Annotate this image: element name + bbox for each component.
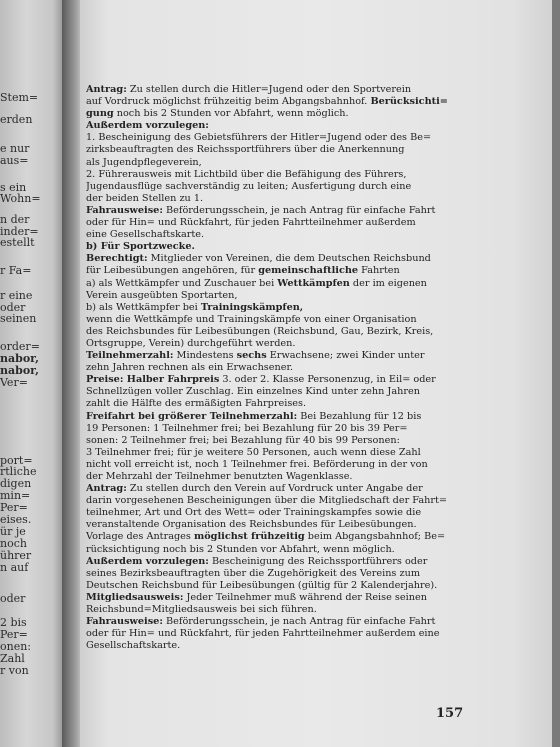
text-line [86, 459, 458, 471]
text-line [86, 205, 458, 217]
text-run: 2. Führerausweis mit Lichtbild über die Befähigung des Führers, [86, 168, 407, 180]
left-page-fragment: oder [0, 593, 26, 605]
text-line [86, 302, 458, 314]
text-line [86, 193, 458, 205]
text-line [86, 531, 458, 543]
text-line [86, 84, 458, 96]
text-run: nicht voll erreicht ist, noch 1 Teilnehmer frei. Beförderung in der von [86, 458, 428, 470]
left-page-fragment: r eine [0, 290, 33, 302]
text-line [86, 96, 458, 108]
bold-text: gemeinschaftliche [258, 265, 359, 277]
left-page-fragment: Per= [0, 629, 28, 641]
left-page-fragment: n der [0, 214, 30, 226]
text-line [86, 556, 458, 568]
text-run: Jugendausflüge sachverständig zu leiten; Ausfertigung durch eine [86, 180, 412, 192]
text-line [86, 519, 458, 531]
text-run: zahlt die Hälfte des ermäßigten Fahrpreises. [86, 398, 307, 410]
text-line [86, 483, 458, 495]
text-line [86, 423, 458, 435]
text-run: Beförderungsschein, je nach Antrag für einfache Fahrt [162, 616, 436, 628]
text-run: der im eigenen [349, 277, 427, 289]
text-run: der beiden Stellen zu 1. [86, 192, 204, 204]
bold-text: Außerdem vorzulegen: [86, 555, 209, 567]
text-line [86, 144, 458, 156]
left-page-fragment: aus= [0, 155, 29, 167]
text-run: Vorlage des Antrages [86, 531, 194, 543]
left-page-fragment: digen [0, 478, 32, 490]
text-run: Gesellschaftskarte. [86, 640, 181, 652]
bold-text: Berücksichti= [370, 96, 448, 108]
text-line [86, 471, 458, 483]
bold-text: Mitgliedsausweis: [86, 591, 184, 603]
text-line [86, 350, 458, 362]
bold-text: Außerdem vorzulegen: [86, 120, 209, 132]
text-line [86, 290, 458, 302]
text-line [86, 326, 458, 338]
text-run: Ortsgruppe, Verein) durchgeführt werden. [86, 337, 296, 349]
left-page-fragment: seinen [0, 313, 37, 325]
text-run: rücksichtigung noch bis 2 Stunden vor Abfahrt, wenn möglich. [86, 543, 395, 555]
text-run: b) als Wettkämpfer bei [86, 301, 201, 313]
bold-text: Fahrausweise: [86, 616, 163, 628]
text-run: 3 Teilnehmer frei; für je weitere 50 Personen, auch wenn diese Zahl [86, 446, 421, 458]
text-run: zirksbeauftragten des Reichssportführers über die Anerkennung [86, 144, 405, 156]
left-page-fragment: nabor, [0, 365, 39, 377]
left-page-fragment: r Fa= [0, 265, 32, 277]
page-number: 157 [436, 706, 464, 721]
left-page-fragment: Stem= [0, 92, 39, 104]
text-line [86, 435, 458, 447]
text-run: der Mehrzahl der Teilnehmer benutzten Wagenklasse. [86, 471, 353, 482]
text-line [86, 580, 458, 592]
text-line [86, 169, 458, 181]
left-page-fragment: oder [0, 302, 26, 314]
text-line [86, 181, 458, 193]
left-page-fragment: order= [0, 341, 40, 353]
text-line [86, 157, 458, 169]
left-page-fragment: ührer [0, 550, 32, 562]
text-run: Bescheinigung des Reichssportführers oder [208, 555, 428, 567]
text-line [86, 386, 458, 398]
text-run: noch bis 2 Stunden vor Abfahrt, wenn möglich. [113, 108, 349, 120]
bold-text: Antrag: [86, 84, 127, 95]
text-run: Fahrten [358, 265, 400, 277]
bold-text: sechs [236, 350, 267, 362]
text-run: oder für Hin= und Rückfahrt, für jeden Fahrtteilnehmer außerdem [86, 217, 416, 229]
text-line [86, 374, 458, 386]
text-line [86, 495, 458, 507]
text-line [86, 278, 458, 290]
bold-text: Freifahrt bei größerer Teilnehmerzahl: [86, 410, 298, 422]
text-run: Jeder Teilnehmer muß während der Reise seinen [183, 591, 427, 603]
left-page-fragment: rtliche [0, 466, 37, 478]
text-run: Mitglieder von Vereinen, die dem Deutschen Reichsbund [147, 253, 431, 265]
text-line [86, 640, 458, 652]
left-page-fragment: n auf [0, 562, 29, 574]
text-run: 1. Bescheinigung des Gebietsführers der Hitler=Jugend oder des Be= [86, 132, 432, 144]
text-line [86, 229, 458, 241]
text-run: als Jugendpflegeverein, [86, 156, 202, 168]
text-line [86, 544, 458, 556]
text-line [86, 411, 458, 423]
text-run: wenn die Wettkämpfe und Trainingskämpfe von einer Organisation [86, 313, 417, 325]
text-run: Reichsbund=Mitgliedsausweis bei sich führen. [86, 604, 317, 616]
text-run: teilnehmer, Art und Ort des Wett= oder Trainingskampfes sowie die [86, 507, 422, 519]
text-line [86, 253, 458, 265]
bold-text: Teilnehmerzahl: [86, 350, 174, 362]
left-page-fragment: Wohn= [0, 193, 41, 205]
text-line [86, 108, 458, 120]
left-page-fragment: estellt [0, 237, 35, 249]
text-run: Verein ausgeübten Sportarten, [86, 289, 238, 301]
bold-text: Trainingskämpfen, [200, 301, 304, 313]
left-page-fragment: 2 bis [0, 617, 27, 629]
text-line [86, 568, 458, 580]
bold-text: Antrag: [86, 483, 127, 495]
bold-text: Fahrausweise: [86, 204, 163, 216]
left-page-fragment: nabor, [0, 353, 39, 365]
bold-text: b) Für Sportzwecke. [86, 241, 195, 253]
text-run: zehn Jahren rechnen als ein Erwachsener. [86, 362, 294, 374]
bold-text: möglichst frühzeitig [193, 531, 305, 543]
text-run: 19 Personen: 1 Teilnehmer frei; bei Bezahlung für 20 bis 39 Per= [86, 422, 408, 434]
left-page-fragment: ür je [0, 526, 26, 538]
text-run: eine Gesellschaftskarte. [86, 229, 205, 241]
text-run: darin vorgesehenen Bescheinigungen über die Mitgliedschaft der Fahrt= [86, 495, 448, 507]
text-run: beim Abgangsbahnhof; Be= [304, 531, 446, 543]
text-run: oder für Hin= und Rückfahrt, für jeden Fahrtteilnehmer außerdem eine [86, 628, 440, 640]
left-page [0, 0, 66, 747]
bold-text: Preise: Halber Fahrpreis [86, 374, 220, 386]
text-run: Zu stellen durch die Hitler=Jugend oder den Sportverein [126, 84, 412, 95]
bold-text: Berechtigt: [86, 253, 148, 265]
text-line [86, 132, 458, 144]
text-run: des Reichsbundes für Leibesübungen (Reichsbund, Gau, Bezirk, Kreis, [86, 325, 434, 337]
text-line [86, 120, 458, 132]
text-run: Beförderungsschein, je nach Antrag für einfache Fahrt [162, 204, 436, 216]
text-run: 3. oder 2. Klasse Personenzug, in Eil= oder [219, 374, 436, 386]
text-line [86, 265, 458, 277]
text-line [86, 507, 458, 519]
text-run: Bei Bezahlung für 12 bis [297, 410, 422, 422]
left-page-fragment: min= [0, 490, 31, 502]
page-text [86, 84, 458, 652]
left-page-fragment: inder= [0, 226, 39, 238]
text-line [86, 314, 458, 326]
text-run: a) als Wettkämpfer und Zuschauer bei [86, 277, 278, 289]
left-page-fragment: port= [0, 455, 33, 467]
left-page-fragment: erden [0, 114, 33, 126]
left-page-fragment: Per= [0, 502, 28, 514]
text-line [86, 628, 458, 640]
text-line [86, 241, 458, 253]
left-page-fragment: onen: [0, 641, 32, 653]
text-run: sonen: 2 Teilnehmer frei; bei Bezahlung für 40 bis 99 Personen: [86, 434, 400, 446]
text-run: Zu stellen durch den Verein auf Vordruck unter Angabe der [126, 483, 423, 495]
left-page-fragment: Zahl [0, 653, 25, 665]
text-line [86, 338, 458, 350]
text-run: Erwachsene; zwei Kinder unter [266, 350, 425, 362]
text-run: veranstaltende Organisation des Reichsbundes für Leibesübungen. [86, 519, 417, 531]
text-line [86, 447, 458, 459]
left-page-fragment: s ein [0, 182, 27, 194]
text-run: Schnellzügen voller Zuschlag. Ein einzelnes Kind unter zehn Jahren [86, 386, 420, 398]
text-run: seines Bezirksbeauftragten über die Zugehörigkeit des Vereins zum [86, 567, 421, 579]
left-page-fragment: noch [0, 538, 27, 550]
text-run: auf Vordruck möglichst frühzeitig beim Abgangsbahnhof. [86, 96, 371, 108]
left-page-fragment: r von [0, 665, 29, 677]
text-line [86, 604, 458, 616]
page-edge [552, 0, 560, 747]
left-page-fragment: e nur [0, 143, 30, 155]
bold-text: gung [86, 108, 114, 120]
text-run: Deutschen Reichsbund für Leibesübungen (gültig für 2 Kalenderjahre). [86, 579, 438, 591]
left-page-fragment: Ver= [0, 377, 28, 389]
text-line [86, 616, 458, 628]
text-run: Mindestens [173, 350, 237, 362]
text-line [86, 217, 458, 229]
text-line [86, 362, 458, 374]
bold-text: Wettkämpfen [277, 277, 350, 289]
text-run: für Leibesübungen angehören, für [86, 265, 259, 277]
left-page-fragment: eises. [0, 514, 32, 526]
text-line [86, 398, 458, 410]
text-line [86, 592, 458, 604]
